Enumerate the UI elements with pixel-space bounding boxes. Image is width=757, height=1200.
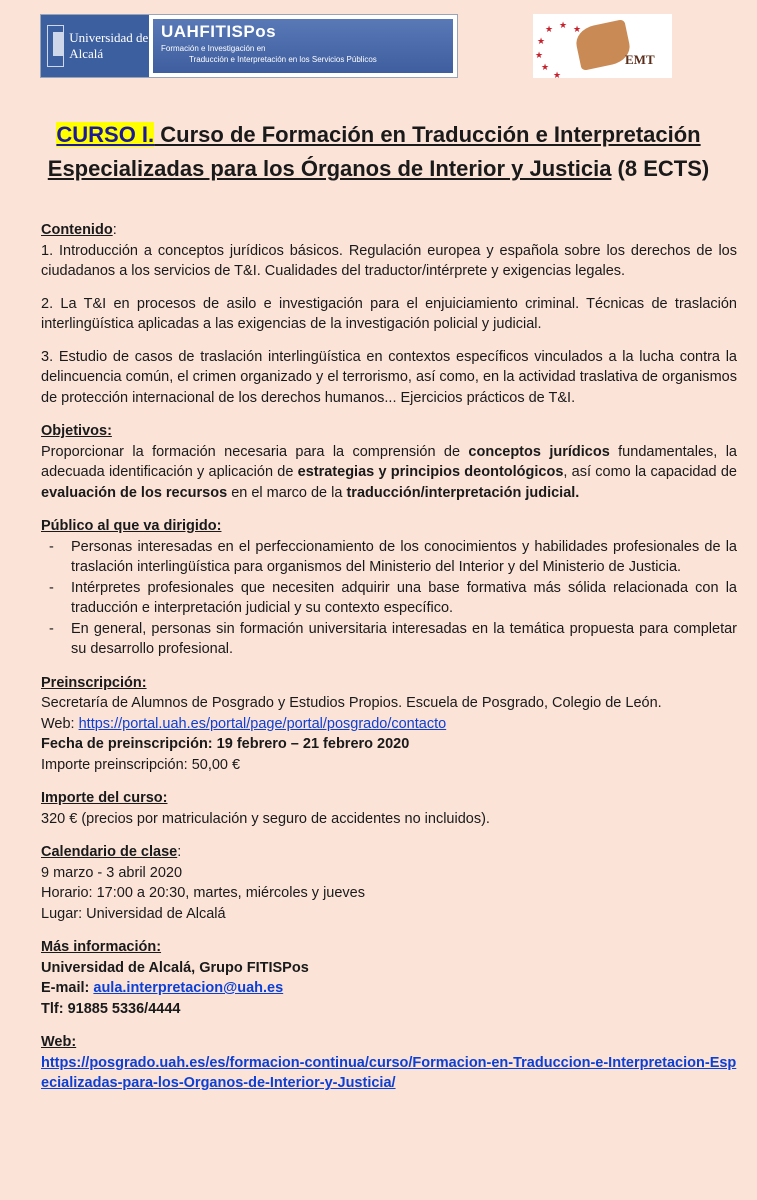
- calendario-heading: Calendario de clase:: [41, 844, 182, 860]
- email-link[interactable]: aula.interpretacion@uah.es: [93, 980, 284, 996]
- info-phone: Tlf: 91885 5336/4444: [41, 1000, 181, 1017]
- uah-fitispos-logo: [40, 14, 458, 78]
- section-contenido: [41, 220, 737, 408]
- course-credits: (8 ECTS): [611, 156, 710, 181]
- objetivos-heading: Objetivos:: [41, 423, 112, 439]
- section-objetivos: [41, 421, 737, 503]
- emt-label: EMT: [625, 52, 655, 67]
- objetivos-text: Proporcionar la formación necesaria para la comprensión de conceptos jurídicos fundamentales, la adecuada identificación y aplicación de estrategias y principios deontológicos, así como la capacidad de evaluación de los recursos en el marco de la traducción/interpretación judicial.: [41, 443, 737, 501]
- section-info: [41, 937, 737, 1019]
- section-publico: [41, 516, 737, 660]
- fitispos-subtitle-2: Traducción e Interpretación en los Servicios Públicos: [189, 55, 377, 64]
- preinscripcion-dates: Fecha de preinscripción: 19 febrero – 21 febrero 2020: [41, 736, 410, 752]
- uah-crest-icon: [47, 25, 64, 67]
- section-web: [41, 1032, 737, 1094]
- contenido-item-3: 3. Estudio de casos de traslación interlingüística en contextos específicos vinculados a la lucha contra la delincuencia común, el crimen organizado y el terrorismo, así como, en la actividad traslativa de organismos de protección internacional de los derechos humanos... Ejercicios prácticos de T&I.: [41, 348, 737, 406]
- contenido-item-2: 2. La T&I en procesos de asilo e investigación para el enjuiciamiento criminal. Técnicas de traslación interlingüística aplicadas a las exigencias de la investigación policial y judicial.: [41, 295, 737, 332]
- course-number: CURSO I.: [56, 122, 155, 147]
- fitispos-logo: [153, 19, 453, 73]
- preinscripcion-web: Web: https://portal.uah.es/portal/page/portal/posgrado/contacto: [41, 715, 447, 732]
- calendario-dates: 9 marzo - 3 abril 2020: [41, 864, 183, 881]
- preinscripcion-office: Secretaría de Alumnos de Posgrado y Estudios Propios. Escuela de Posgrado, Colegio de León.: [41, 695, 662, 711]
- calendario-place: Lugar: Universidad de Alcalá: [41, 905, 226, 922]
- calendario-schedule: Horario: 17:00 a 20:30, martes, miércoles y jueves: [41, 885, 365, 901]
- list-item: - Personas interesadas en el perfeccionamiento de los conocimientos y habilidades profesionales de la traslación interlingüística para organismos del Ministerio del Interior y del Ministerio de Justicia.: [41, 537, 737, 578]
- contenido-heading: Contenido:: [41, 222, 117, 238]
- uah-name: Universidad de Alcalá: [69, 30, 149, 61]
- fitispos-subtitle-1: Formación e Investigación en: [161, 44, 266, 53]
- fitispos-title: UAHFITISPos: [161, 22, 277, 41]
- web-heading: Web:: [41, 1034, 77, 1050]
- publico-heading: Público al que va dirigido:: [41, 518, 222, 534]
- section-importe: [41, 788, 737, 829]
- emt-logo: [533, 14, 672, 78]
- list-item: - En general, personas sin formación universitaria interesadas en la temática propuesta para completar su desarrollo profesional.: [41, 619, 737, 660]
- list-item: - Intérpretes profesionales que necesiten adquirir una base formativa más sólida relacionada con la traducción e interpretación judicial y su contexto específico.: [41, 578, 737, 619]
- publico-list: [41, 537, 737, 660]
- course-name: Curso de Formación en Traducción e Interpretación Especializadas para los Órganos de Interior y Justicia: [47, 122, 701, 181]
- contenido-item-1: 1. Introducción a conceptos jurídicos básicos. Regulación europea y española sobre los derechos de los ciudadanos a los servicios de T&I. Cualidades del traductor/intérprete y exigencias legales.: [41, 242, 737, 279]
- preinscripcion-fee: Importe preinscripción: 50,00 €: [41, 756, 241, 773]
- info-heading: Más información:: [41, 939, 162, 955]
- course-web-link[interactable]: https://posgrado.uah.es/es/formacion-continua/curso/Formacion-en-Traduccion-e-Interpretacion-Especializadas-para-los-Organos-de-Interior-y-Justicia/: [41, 1054, 737, 1091]
- section-calendario: [41, 842, 737, 924]
- uah-logo: [41, 15, 149, 77]
- eu-stars-icon: ★ ★ ★ ★ ★ ★ ★: [535, 20, 582, 80]
- importe-text: 320 € (precios por matriculación y seguro de accidentes no incluidos).: [41, 810, 490, 827]
- page-title: [20, 118, 737, 186]
- importe-heading: Importe del curso:: [41, 790, 168, 806]
- course-details: [41, 220, 737, 1107]
- info-org: Universidad de Alcalá, Grupo FITISPos: [41, 959, 309, 976]
- section-preinscripcion: [41, 673, 737, 776]
- preinscripcion-link[interactable]: https://portal.uah.es/portal/page/portal/posgrado/contacto: [78, 715, 447, 732]
- info-email: E-mail: aula.interpretacion@uah.es: [41, 980, 284, 996]
- preinscripcion-heading: Preinscripción:: [41, 674, 147, 691]
